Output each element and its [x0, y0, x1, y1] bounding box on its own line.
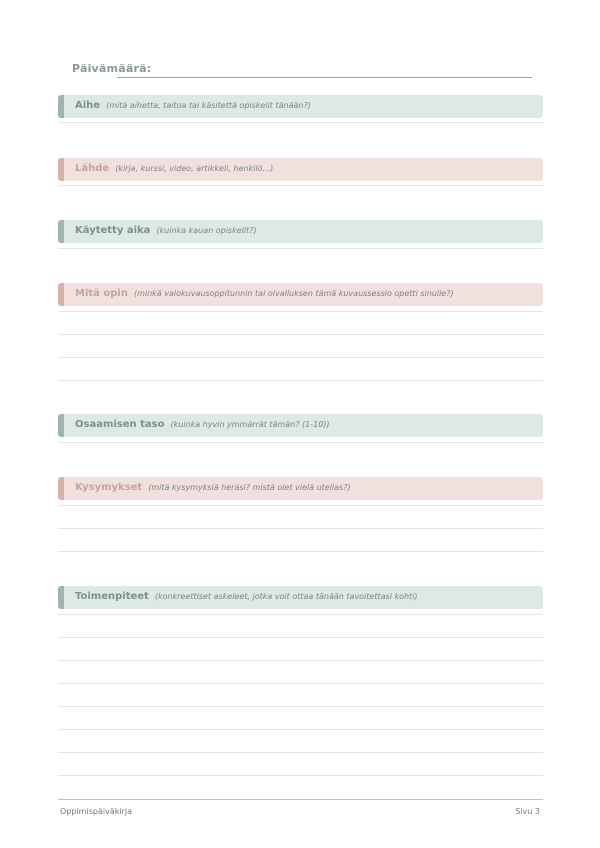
section-time-spent: [58, 220, 543, 243]
writing-line[interactable]: [58, 528, 543, 529]
section-questions: [58, 477, 543, 500]
writing-line[interactable]: [58, 752, 543, 753]
writing-line[interactable]: [58, 122, 543, 123]
section-hint: (minkä valokuvausoppitunnin tai oivalluksen tämä kuvaussessio opetti sinulle?): [133, 289, 454, 298]
writing-line[interactable]: [58, 505, 543, 506]
writing-line[interactable]: [58, 706, 543, 707]
writing-line[interactable]: [58, 185, 543, 186]
page-number: Sivu 3: [515, 807, 540, 816]
writing-line[interactable]: [58, 660, 543, 661]
writing-line[interactable]: [58, 357, 543, 358]
writing-line[interactable]: [58, 551, 543, 552]
writing-line[interactable]: [58, 380, 543, 381]
section-hint: (mitä aihetta, taitoa tai käsitettä opiskelit tänään?): [106, 101, 311, 110]
writing-line[interactable]: [58, 775, 543, 776]
date-label: Päivämäärä:: [72, 62, 152, 75]
section-title: Lähde (kirja, kurssi, video, artikkeli, henkilö...): [75, 163, 274, 174]
writing-line[interactable]: [58, 334, 543, 335]
section-title: Kysymykset (mitä kysymyksiä heräsi? mistä olet vielä utelias?): [75, 482, 351, 493]
section-hint: (mitä kysymyksiä heräsi? mistä olet vielä utelias?): [148, 483, 351, 492]
section-source: [58, 158, 543, 181]
writing-line[interactable]: [58, 248, 543, 249]
writing-line[interactable]: [58, 442, 543, 443]
date-field: [72, 62, 532, 80]
footer-title: Oppimispäiväkirja: [60, 807, 132, 816]
date-write-line[interactable]: [117, 77, 532, 78]
writing-line[interactable]: [58, 637, 543, 638]
section-hint: (konkreettiset askeleet, jotka voit ottaa tänään tavoitettasi kohti): [154, 592, 418, 601]
writing-line[interactable]: [58, 311, 543, 312]
section-actions: [58, 586, 543, 609]
footer-divider: [58, 799, 543, 800]
section-hint: (kuinka hyvin ymmärrät tämän? (1-10)): [170, 420, 330, 429]
section-title: Toimenpiteet (konkreettiset askeleet, jotka voit ottaa tänään tavoitettasi kohti): [75, 591, 418, 602]
writing-line[interactable]: [58, 683, 543, 684]
section-what-i-learned: [58, 283, 543, 306]
section-hint: (kirja, kurssi, video, artikkeli, henkilö...): [115, 164, 274, 173]
section-title: Aihe (mitä aihetta, taitoa tai käsitettä opiskelit tänään?): [75, 100, 311, 111]
section-skill-level: [58, 414, 543, 437]
section-topic: [58, 95, 543, 118]
section-hint: (kuinka kauan opiskelit?): [156, 226, 257, 235]
section-title: Käytetty aika (kuinka kauan opiskelit?): [75, 225, 257, 236]
writing-line[interactable]: [58, 614, 543, 615]
section-title: Osaamisen taso (kuinka hyvin ymmärrät tämän? (1-10)): [75, 419, 330, 430]
section-title: Mitä opin (minkä valokuvausoppitunnin tai oivalluksen tämä kuvaussessio opetti sinulle?): [75, 288, 454, 299]
writing-line[interactable]: [58, 729, 543, 730]
